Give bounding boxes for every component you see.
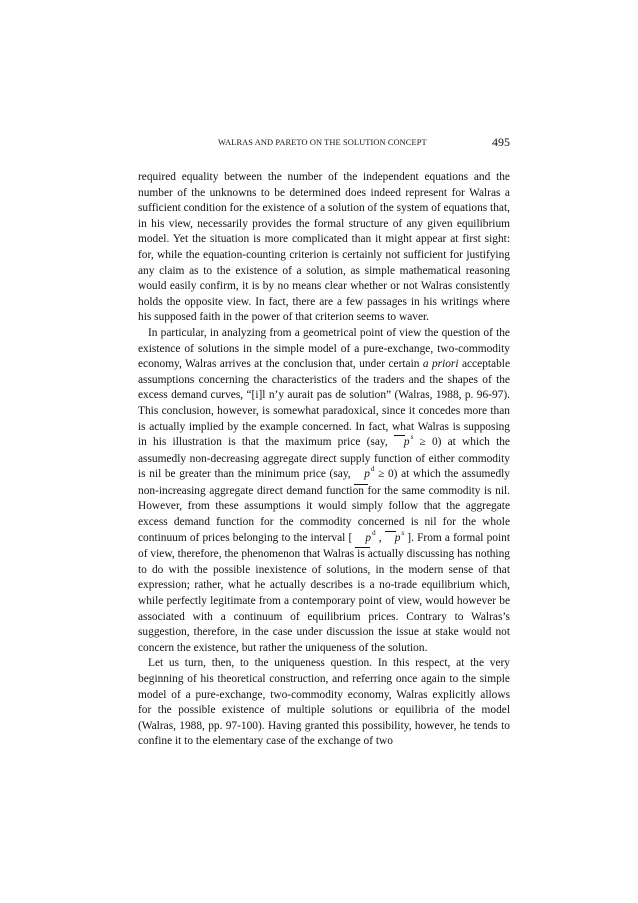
- paragraph-2-part-a: In particular, in analyzing from a geometrical point of view the question of the existence of solutions in the simple model of a pure-exchange, two-commodity economy, Walras arrives at the conclusion that, under certain: [138, 326, 510, 371]
- math-max-supply-price: $p^s$: [394, 435, 413, 452]
- paragraph-2-part-e: ]. From a formal point of view, therefore, the phenomenon that Walras is actually discussing has nothing to do with the possible inexistence of solutions, in the modern sense of that expression; rather, what he actually describes is a no-trade equilibrium which, while perfectly legitimate from a contemporary point of view, would however be associated with a continuum of equilibrium prices. Contrary to Walras’s suggestion, therefore, in the case under discussion the issue at stake would not concern the existence, but rather the uniqueness of the solution.: [138, 531, 510, 654]
- body-text: [138, 170, 510, 750]
- paragraph-3: Let us turn, then, to the uniqueness question. In this respect, at the very beginning of his theoretical construction, and referring once again to the simple model of a pure-exchange, two-commodity economy, Walras explicitly allows for the possible existence of multiple solutions or equilibria of the model (Walras, 1988, pp. 97-100). Having granted this possibility, however, he tends to confine it to the elementary case of the exchange of two: [138, 657, 510, 748]
- paragraph-2-part-d: ≥ 0) at which the assumedly non-increasing aggregate direct demand function for the same commodity is nil. However, from these assumptions it would simply follow that the aggregate excess demand function for the commodity concerned is nil for the whole continuum of prices belonging to the interval [: [138, 468, 510, 544]
- paragraph-1: required equality between the number of the independent equations and the number of the unknowns to be determined does indeed represent for Walras a sufficient condition for the existence of a solution of the system of equations that, in his view, necessarily provides the formal structure of any given equilibrium model. Yet the situation is more complicated than it might appear at first sight: for, while the equation-counting criterion is certainly not sufficient for justifying any claim as to the existence of a solution, as simple mathematical reasoning would easily confirm, it is by no means clear whether or not Walras consistently holds the opposite view. In fact, there are a few passages in his writings where his supposed faith in the power of that criterion seems to waver.: [138, 171, 510, 324]
- math-interval-lower: $p^d$: [355, 531, 375, 548]
- page-number: 495: [492, 135, 510, 149]
- math-min-demand-price: $p^d$: [354, 467, 374, 484]
- running-title: WALRAS AND PARETO ON THE SOLUTION CONCEPT: [218, 138, 427, 147]
- paragraph-2: [138, 326, 510, 656]
- running-header: [138, 136, 510, 152]
- paragraph-2-part-c: ≥ 0) at which the assumedly non-decreasing aggregate direct supply function of either commodity is nil be greater than the minimum price (say,: [138, 436, 510, 481]
- italic-a-priori: a priori: [422, 358, 459, 371]
- interval-comma: ,: [375, 531, 385, 544]
- paragraph-2-part-b: acceptable assumptions concerning the characteristics of the traders and the shapes of the excess demand curves, “[i]l n’y aurait pas de solution” (Walras, 1988, p. 96-97). This conclusion, however, is somewhat paradoxical, since it concedes more than is actually implied by the example concerned. In fact, what Walras is supposing in his illustration is that the maximum price (say,: [138, 358, 510, 449]
- math-interval-upper: $p^s$: [385, 531, 404, 548]
